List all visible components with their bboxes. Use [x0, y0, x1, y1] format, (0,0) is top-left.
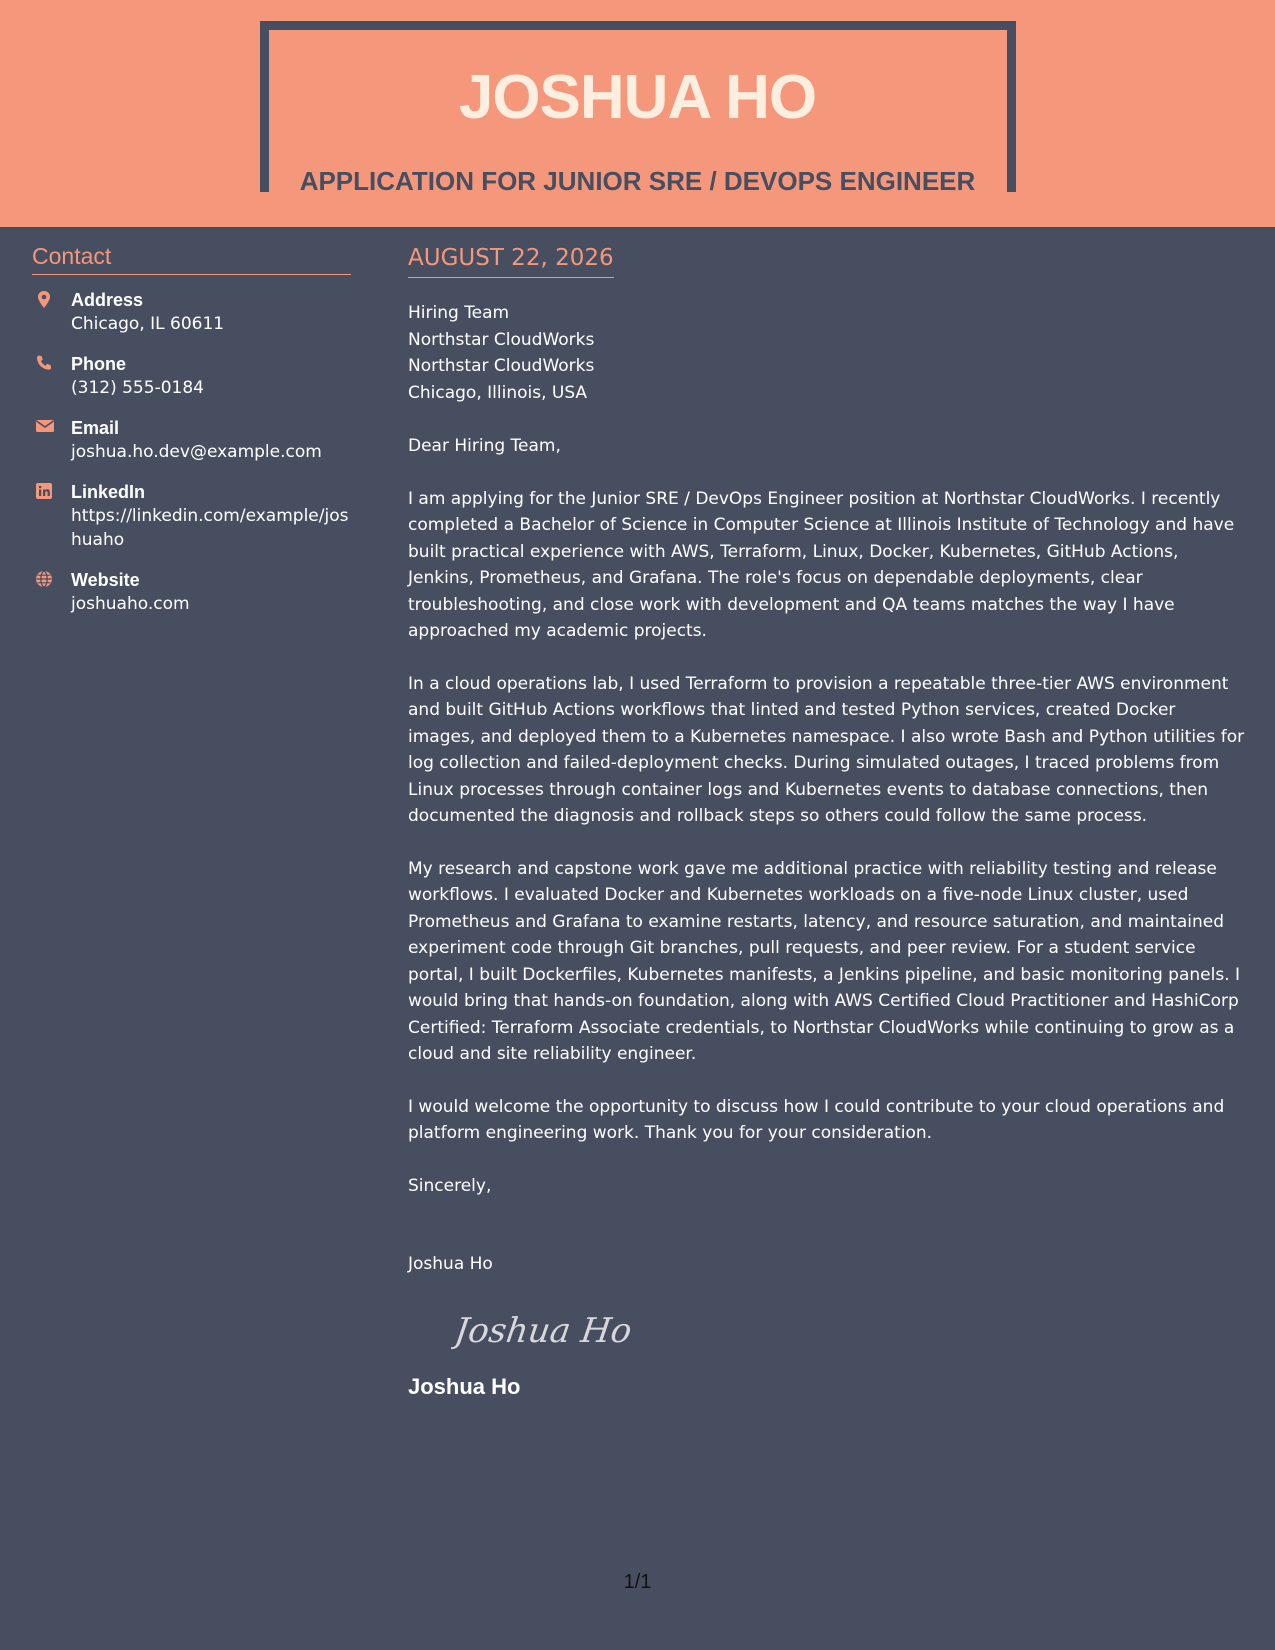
email-value: joshua.ho.dev@example.com — [71, 442, 322, 462]
contact-sidebar — [32, 243, 351, 632]
body-paragraph: I am applying for the Junior SRE / DevOps Engineer position at Northstar CloudWorks. I recently completed a Bachelor of Science in Computer Science at Illinois Institute of Technology and have built practical experience with AWS, Terraform, Linux, Docker, Kubernetes, GitHub Actions, Jenkins, Prometheus, and Grafana. The role's focus on dependable deployments, clear troubleshooting, and close work with development and QA teams matches the way I have approached my academic projects. — [408, 488, 1235, 641]
contact-linkedin — [32, 480, 351, 552]
printed-name: Joshua Ho — [408, 1254, 493, 1274]
linkedin-value[interactable]: https://linkedin.com/example/joshuaho — [71, 506, 349, 550]
closing: Sincerely, — [408, 1175, 492, 1196]
phone-label: Phone — [71, 354, 127, 374]
contact-email — [32, 416, 351, 464]
address-label: Address — [71, 290, 144, 310]
location-pin-icon — [35, 290, 53, 308]
signed-name: Joshua Ho — [408, 1373, 521, 1399]
body-paragraph: My research and capstone work gave me additional practice with reliability testing and release workflows. I evaluated Docker and Kubernetes workloads on a five-node Linux cluster, used Prometheus and Grafana to examine restarts, latency, and resource saturation, and maintained experiment code through Git branches, pull requests, and peer review. For a student service portal, I built Dockerfiles, Kubernetes manifests, a Jenkins pipeline, and basic monitoring panels. I would bring that hands-on foundation, along with AWS Certified Cloud Practitioner and HashiCorp Certified: Terraform Associate credentials, to Northstar CloudWorks while continuing to grow as a cloud and site reliability engineer. — [408, 858, 1241, 1064]
recipient-line: Northstar CloudWorks — [408, 329, 595, 350]
letter-date: AUGUST 22, 2026 — [408, 245, 614, 278]
body-paragraph: In a cloud operations lab, I used Terraform to provision a repeatable three-tier AWS environment and built GitHub Actions workflows that linted and tested Python services, created Docker images, and deployed them to a Kubernetes namespace. I also wrote Bash and Python utilities for log collection and failed-deployment checks. During simulated outages, I traced problems from Linux processes through container logs and Kubernetes events to database connections, then documented the diagnosis and rollback steps so others could follow the same process. — [408, 673, 1245, 826]
page-number: 1/1 — [623, 1571, 652, 1593]
linkedin-icon — [35, 482, 53, 500]
signature-text: Joshua Ho — [452, 1310, 635, 1351]
contact-website — [32, 568, 351, 616]
header-banner — [0, 0, 1275, 227]
body-paragraph: I would welcome the opportunity to discuss how I could contribute to your cloud operations and platform engineering work. Thank you for your consideration. — [408, 1096, 1225, 1143]
contact-heading: Contact — [32, 243, 351, 275]
recipient-line: Chicago, Illinois, USA — [408, 382, 588, 403]
address-value: Chicago, IL 60611 — [71, 314, 225, 334]
recipient-block — [408, 300, 1246, 406]
website-label: Website — [71, 570, 140, 590]
salutation: Dear Hiring Team, — [408, 436, 561, 456]
phone-value: (312) 555-0184 — [71, 378, 204, 398]
recipient-line: Hiring Team — [408, 303, 510, 323]
email-label: Email — [71, 418, 120, 438]
envelope-icon — [35, 418, 53, 436]
contact-address — [32, 288, 351, 336]
phone-icon — [35, 354, 53, 372]
linkedin-label: LinkedIn — [71, 482, 146, 502]
handwritten-signature — [451, 1302, 691, 1358]
applicant-name: JOSHUA HO — [458, 63, 817, 132]
website-value[interactable]: joshuaho.com — [71, 594, 190, 614]
globe-icon — [35, 570, 53, 588]
letter-body — [408, 245, 1246, 1400]
recipient-line: Northstar CloudWorks — [408, 356, 595, 376]
contact-phone — [32, 352, 351, 400]
application-subtitle: APPLICATION FOR JUNIOR SRE / DEVOPS ENGINEER — [299, 166, 976, 196]
